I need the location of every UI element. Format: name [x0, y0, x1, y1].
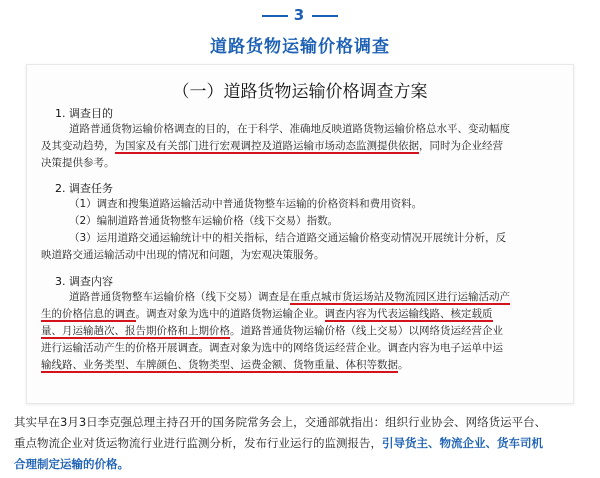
underlined-text: 为国家及有关部门进行宏观调控及道路运输市场动态监测提供依据 [114, 140, 419, 152]
section-2-item-3: （3）运用道路交通运输统计中的相关指标，结合道路交通运输价格变动情况开展统计分析，反 [69, 232, 507, 244]
left-dash-decoration [262, 15, 288, 17]
text-fragment: 。 [398, 359, 409, 371]
highlighted-text: 引导货主、物流企业、货车司机 [382, 436, 543, 450]
section-2-item-1: （1）调查和搜集道路运输活动中普通货物整车运输的价格资料和费用资料。 [69, 198, 423, 210]
section-3-line-1 [41, 289, 561, 306]
section-1-line-3: 决策提供参考。 [41, 157, 115, 169]
text-fragment: ，同时为企业经营 [419, 140, 503, 152]
section-2-item-2: （2）编制道路普通货物整车运输价格（线下交易）指数。 [69, 215, 339, 227]
section-3-heading: 3. 调查内容 [55, 275, 113, 288]
article-paragraph [14, 412, 586, 475]
underlined-text: 生的价格信息的调查 [41, 308, 136, 320]
text-fragment: 及其变动趋势， [41, 140, 115, 152]
section-title: 道路货物运输价格调查 [210, 37, 390, 57]
text-fragment: 重点物流企业对货运物流行业进行监测分析，发布行业运行的监测报告， [14, 436, 382, 450]
text-fragment: 道路普通货物整车运输价格（线下交易）调查是 [69, 291, 290, 303]
section-number [0, 6, 600, 24]
section-number-text: 3 [293, 6, 307, 24]
underlined-text: 调查内容为代表运输线路、核定载质 [324, 308, 493, 320]
document-title: （一）道路货物运输价格调查方案 [172, 82, 428, 102]
text-fragment: 。调查对象为选中的道路货物运输企业。 [135, 308, 325, 320]
section-3-line-3 [41, 323, 561, 340]
paragraph-line-2 [14, 433, 586, 454]
underlined-text: 量、月运输趟次、报告期价格和上期价格 [41, 325, 230, 337]
section-2-item-3-cont: 映道路交通运输活动中出现的情况和问题，为宏观决策服务。 [41, 249, 325, 261]
section-2-heading: 2. 调查任务 [55, 182, 113, 195]
section-1-line-1: 道路普通货物运输价格调查的目的，在于科学、准确地反映道路货物运输价格总水平、变动幅度 [69, 123, 510, 135]
section-3-line-2 [41, 306, 561, 323]
paragraph-line-3: 合理制定运输的价格。 [14, 457, 129, 471]
section-1-heading: 1. 调查目的 [55, 107, 113, 120]
underlined-text: 输线路、业务类型、车牌颜色、货物类型、运费金额、货物重量、体积等数据 [41, 359, 398, 371]
section-1-body [41, 121, 561, 172]
paragraph-line-1: 其实早在3月3日李克强总理主持召开的国务院常务会上，交通部就指出：组织行业协会、网络货运平台、 [14, 415, 547, 429]
section-3-body [41, 289, 561, 374]
right-dash-decoration [312, 15, 338, 17]
section-3-line-4: 进行运输活动产生的价格开展调查。调查对象为选中的网络货运经营企业。调查内容为电子运单中运 [41, 342, 503, 354]
section-3-line-5 [41, 357, 561, 374]
section-2-body [41, 196, 561, 264]
document-image [26, 64, 574, 404]
section-1-line-2 [41, 138, 561, 155]
underlined-text: 在重点城市货运场站及物流园区进行运输活动产 [289, 291, 510, 303]
text-fragment: 。道路普通货物运输价格（线上交易）以网络货运经营企业 [230, 325, 503, 337]
